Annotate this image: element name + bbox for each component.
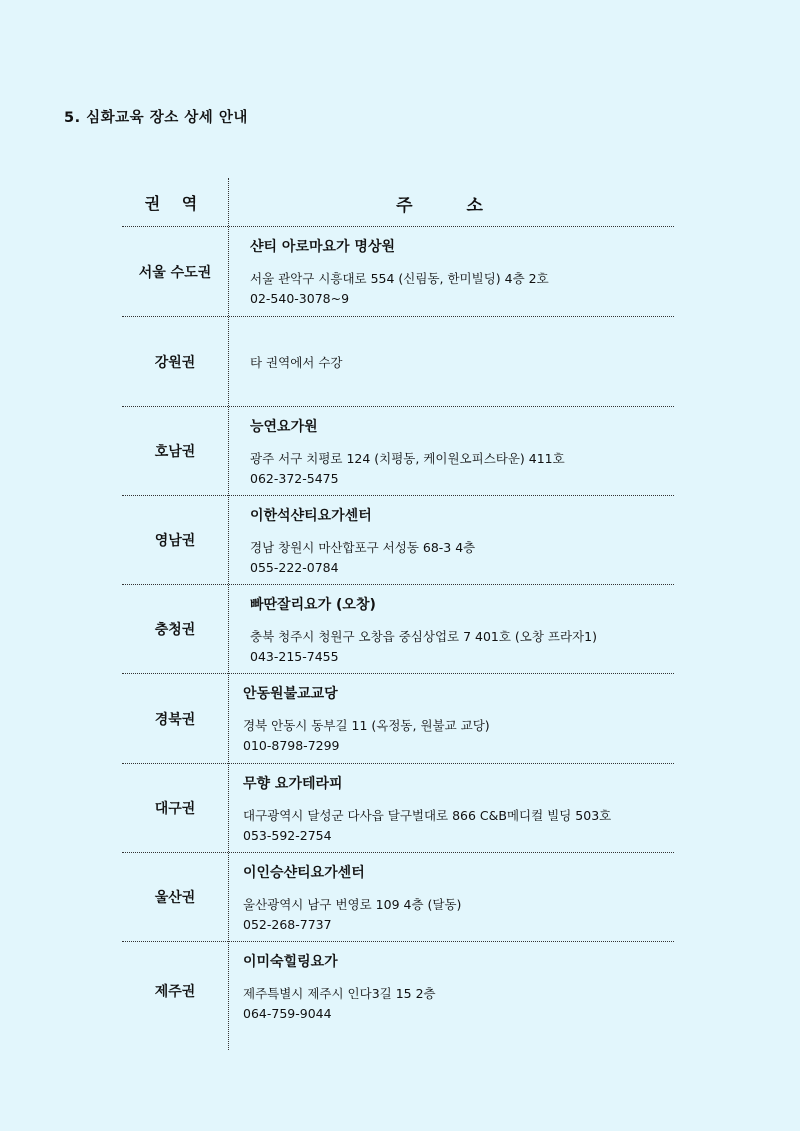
table-row <box>122 317 674 407</box>
venue-phone: 010-8798-7299 <box>243 738 340 753</box>
region-cell: 호남권 <box>154 444 196 460</box>
venue-address: 제주특별시 제주시 인다3길 15 2층 <box>243 986 436 1001</box>
region-cell: 대구권 <box>154 801 196 817</box>
venue-phone: 052-268-7737 <box>243 917 332 932</box>
venue-name: 이미숙힐링요가 <box>243 954 338 970</box>
address-cell <box>243 774 674 845</box>
venue-name: 능연요가원 <box>250 419 318 435</box>
region-cell: 울산권 <box>154 890 196 906</box>
venue-table <box>122 178 674 1050</box>
venue-phone: 062-372-5475 <box>250 471 339 486</box>
address-cell <box>243 684 674 755</box>
venue-name: 샨티 아로마요가 명상원 <box>250 239 395 255</box>
venue-name: 무향 요가테라피 <box>243 776 343 792</box>
venue-phone: 02-540-3078~9 <box>250 291 350 306</box>
table-row <box>122 674 674 764</box>
venue-address: 서울 관악구 시흥대로 554 (신림동, 한미빌딩) 4층 2호 <box>250 271 549 286</box>
address-cell <box>243 863 674 934</box>
address-note: 타 권역에서 수강 <box>250 354 343 370</box>
table-header <box>122 178 674 227</box>
header-region: 권 역 <box>144 194 206 213</box>
venue-name: 이한석샨티요가센터 <box>250 508 372 524</box>
table-row <box>122 853 674 942</box>
venue-address: 경북 안동시 동부길 11 (옥정동, 원불교 교당) <box>243 718 490 733</box>
region-cell: 제주권 <box>154 983 196 1000</box>
region-cell: 충청권 <box>154 622 196 638</box>
table-row <box>122 942 674 1050</box>
address-cell <box>250 506 674 577</box>
address-cell <box>250 417 674 488</box>
region-cell: 서울 수도권 <box>138 264 212 281</box>
header-address: 주 소 <box>396 196 507 216</box>
address-cell <box>243 952 674 1023</box>
section-heading: 5. 심화교육 장소 상세 안내 <box>64 110 248 126</box>
venue-name: 안동원불교교당 <box>243 686 338 702</box>
venue-address: 충북 청주시 청원구 오창읍 중심상업로 7 401호 (오창 프라자1) <box>250 629 597 644</box>
region-cell: 경북권 <box>154 711 196 728</box>
table-row <box>122 227 674 317</box>
table-row <box>122 407 674 496</box>
venue-phone: 064-759-9044 <box>243 1006 332 1021</box>
address-cell <box>250 237 674 308</box>
table-row <box>122 764 674 853</box>
table-row <box>122 585 674 674</box>
venue-phone: 043-215-7455 <box>250 649 339 664</box>
region-cell: 영남권 <box>154 533 196 549</box>
table-row <box>122 496 674 585</box>
venue-address: 광주 서구 치평로 124 (치평동, 케이원오피스타운) 411호 <box>250 451 565 466</box>
address-cell <box>250 595 674 666</box>
venue-phone: 055-222-0784 <box>250 560 339 575</box>
venue-address: 경남 창원시 마산합포구 서성동 68-3 4층 <box>250 540 476 555</box>
venue-address: 울산광역시 남구 번영로 109 4층 (달동) <box>243 897 462 912</box>
venue-name: 빠딴잘리요가 (오창) <box>250 597 376 613</box>
venue-address: 대구광역시 달성군 다사읍 달구벌대로 866 C&B메디컬 빌딩 503호 <box>243 808 612 823</box>
region-cell: 강원권 <box>154 354 196 371</box>
venue-phone: 053-592-2754 <box>243 828 332 843</box>
venue-name: 이인승샨티요가센터 <box>243 865 365 881</box>
